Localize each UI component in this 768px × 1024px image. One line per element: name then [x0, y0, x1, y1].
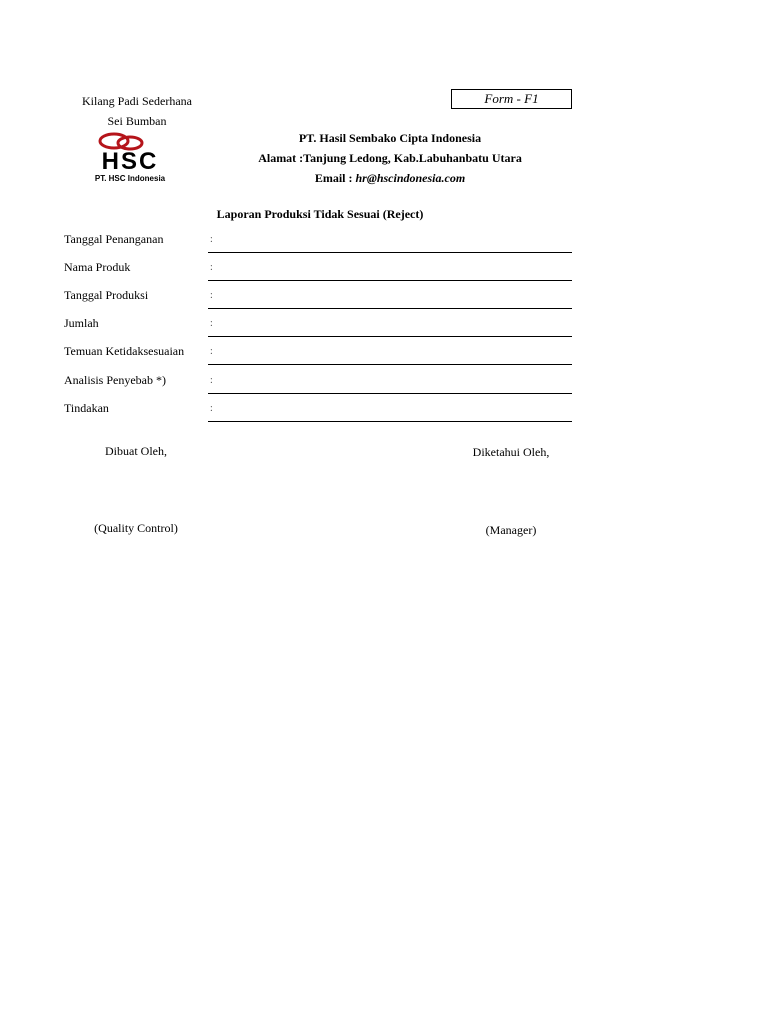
field-line-temuan-ketidaksesuaian[interactable] [208, 364, 572, 365]
field-line-nama-produk[interactable] [208, 280, 572, 281]
field-label-jumlah: Jumlah [64, 316, 99, 330]
mill-name-line1: Kilang Padi Sederhana [82, 94, 192, 108]
report-title: Laporan Produksi Tidak Sesuai (Reject) [216, 207, 424, 221]
mill-name-line2: Sei Bumban [107, 114, 167, 128]
made-by-role: (Quality Control) [94, 521, 178, 535]
acknowledged-by-label: Diketahui Oleh, [472, 445, 550, 459]
field-line-tanggal-produksi[interactable] [208, 308, 572, 309]
field-line-tindakan[interactable] [208, 421, 572, 422]
svg-text:PT. HSC Indonesia: PT. HSC Indonesia [94, 174, 166, 183]
company-email [220, 168, 560, 188]
field-colon: : [210, 346, 213, 357]
field-line-analisis-penyebab[interactable] [208, 393, 572, 394]
field-colon: : [210, 318, 213, 329]
field-label-analisis-penyebab: Analisis Penyebab *) [64, 373, 166, 387]
field-line-tanggal-penanganan[interactable] [208, 252, 572, 253]
field-line-jumlah[interactable] [208, 336, 572, 337]
field-label-tanggal-produksi: Tanggal Produksi [64, 288, 149, 302]
made-by-label: Dibuat Oleh, [105, 444, 167, 458]
field-colon: : [210, 375, 213, 386]
company-address: Alamat :Tanjung Ledong, Kab.Labuhanbatu Utara [258, 151, 522, 165]
field-colon: : [210, 262, 213, 273]
field-label-temuan-ketidaksesuaian: Temuan Ketidaksesuaian [64, 344, 185, 358]
field-label-nama-produk: Nama Produk [64, 260, 131, 274]
company-name: PT. Hasil Sembako Cipta Indonesia [298, 131, 482, 145]
company-info [220, 128, 560, 188]
hsc-logo-icon [66, 131, 196, 183]
acknowledged-by-role: (Manager) [485, 523, 537, 537]
field-colon: : [210, 403, 213, 414]
email-value: hr@hscindonesia.com [355, 171, 466, 185]
email-label: Email : [314, 171, 356, 185]
mill-name [60, 91, 214, 131]
company-logo [66, 131, 196, 183]
field-label-tanggal-penanganan: Tanggal Penanganan [64, 232, 164, 246]
svg-text:HSC: HSC [101, 148, 159, 175]
field-label-tindakan: Tindakan [64, 401, 109, 415]
field-colon: : [210, 234, 213, 245]
field-colon: : [210, 290, 213, 301]
form-code-box: Form - F1 [451, 89, 572, 109]
